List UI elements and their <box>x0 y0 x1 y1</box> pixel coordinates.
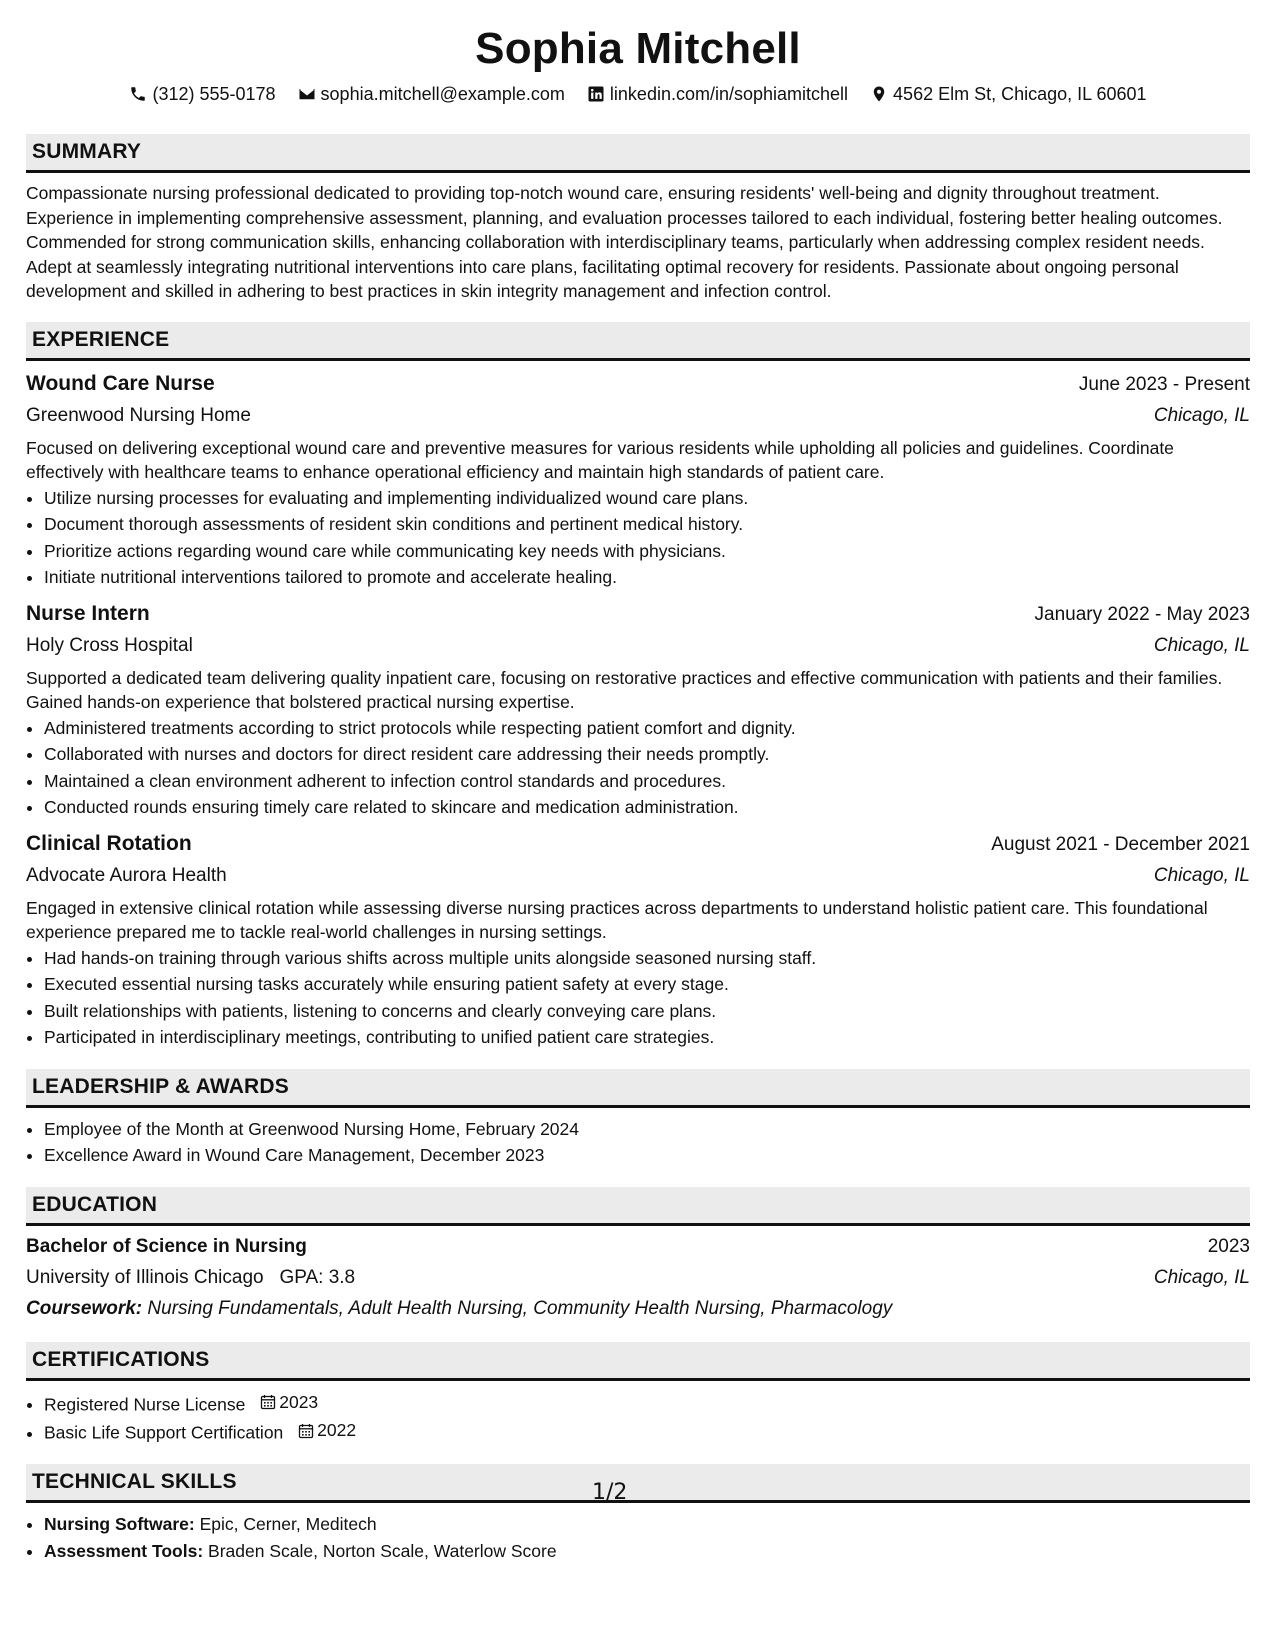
contact-linkedin <box>587 82 848 106</box>
contact-address <box>870 82 1147 106</box>
list-item: • Administered treatments according to strict protocols while respecting patient comfort and dignity. <box>44 715 1250 742</box>
list-item: • Prioritize actions regarding wound care while communicating key needs with physicians. <box>44 538 1250 565</box>
experience-section <box>26 322 1250 1051</box>
school-location: Chicago, IL <box>1153 1266 1250 1288</box>
job-bullets <box>26 945 1250 1051</box>
education-section <box>26 1187 1250 1324</box>
list-item: • Built relationships with patients, listening to concerns and clearly conveying care plans. <box>44 998 1250 1025</box>
skills-section <box>26 1464 1250 1564</box>
calendar-icon <box>298 1423 314 1439</box>
section-heading: TECHNICAL SKILLS <box>26 1464 1250 1503</box>
degree-title: Bachelor of Science in Nursing <box>26 1235 307 1257</box>
contact-phone <box>129 82 275 106</box>
job-description: Supported a dedicated team delivering quality inpatient care, focusing on restorative practices and effective communication with patients and their families. Gained hands-on experience that bolstered practical nursing expertise. <box>26 667 1223 712</box>
job-bullets <box>26 715 1250 821</box>
list-item: • Collaborated with nurses and doctors for direct resident care addressing their needs promptly. <box>44 741 1250 768</box>
certifications-list <box>26 1389 1250 1447</box>
certification-name: Registered Nurse License <box>44 1393 246 1414</box>
gpa: GPA: 3.8 <box>279 1266 356 1288</box>
summary-section <box>26 134 1250 304</box>
email-link[interactable]: sophia.mitchell@example.com <box>320 84 565 104</box>
list-item: • Maintained a clean environment adherent to infection control standards and procedures. <box>44 768 1250 795</box>
job-dates: June 2023 - Present <box>1078 373 1250 395</box>
list-item: • Initiate nutritional interventions tailored to promote and accelerate healing. <box>44 564 1250 591</box>
certification-year: 2023 <box>279 1391 319 1412</box>
job-dates: August 2021 - December 2021 <box>991 833 1250 855</box>
list-item: • Document thorough assessments of resident skin conditions and pertinent medical history. <box>44 511 1250 538</box>
job-entry <box>26 369 1250 591</box>
skills-list <box>26 1511 1250 1564</box>
section-heading: SUMMARY <box>26 134 1250 173</box>
list-item <box>44 1511 1250 1538</box>
school-name: University of Illinois Chicago <box>26 1266 264 1288</box>
coursework-list: Nursing Fundamentals, Adult Health Nursing, Community Health Nursing, Pharmacology <box>147 1297 893 1319</box>
phone-icon <box>129 85 147 103</box>
leadership-section <box>26 1069 1250 1169</box>
job-location: Chicago, IL <box>1153 404 1250 426</box>
list-item <box>44 1538 1250 1565</box>
list-item <box>44 1389 1250 1418</box>
job-organization: Greenwood Nursing Home <box>26 404 251 426</box>
section-heading: EDUCATION <box>26 1187 1250 1226</box>
skill-label: Assessment Tools: <box>44 1540 204 1561</box>
job-location: Chicago, IL <box>1153 634 1250 656</box>
map-pin-icon <box>870 85 888 103</box>
skill-value: Epic, Cerner, Meditech <box>199 1514 377 1534</box>
list-item: • Utilize nursing processes for evaluating and implementing individualized wound care plans. <box>44 485 1250 512</box>
job-title: Wound Care Nurse <box>26 371 215 395</box>
job-location: Chicago, IL <box>1153 864 1250 886</box>
job-title: Clinical Rotation <box>26 831 192 855</box>
section-heading: CERTIFICATIONS <box>26 1342 1250 1381</box>
envelope-icon <box>298 85 316 103</box>
job-entry <box>26 599 1250 821</box>
job-organization: Advocate Aurora Health <box>26 864 227 886</box>
certification-name: Basic Life Support Certification <box>44 1422 284 1443</box>
awards-list <box>26 1116 1250 1169</box>
school-line <box>26 1262 355 1294</box>
job-description: Focused on delivering exceptional wound care and preventive measures for various residents while upholding all policies and guidelines. Coordinate effectively with healthcare teams to enhance operational efficiency and maintain high standards of patient care. <box>26 437 1174 482</box>
list-item: • Executed essential nursing tasks accurately while ensuring patient safety at every stage. <box>44 971 1250 998</box>
job-entry <box>26 829 1250 1051</box>
page-number: 1/2 <box>592 1480 628 1505</box>
phone-text: (312) 555-0178 <box>152 84 276 104</box>
job-title: Nurse Intern <box>26 601 150 625</box>
section-heading: LEADERSHIP & AWARDS <box>26 1069 1250 1108</box>
list-item: • Had hands-on training through various shifts across multiple units alongside seasoned nursing staff. <box>44 945 1250 972</box>
summary-text: Compassionate nursing professional dedicated to providing top-notch wound care, ensuring residents' well-being and dignity throughout treatment. Experience in implementing comprehensive assessment, planning, and evaluation processes tailored to each individual, fostering better healing outcomes. Commended for strong communication skills, enhancing collaboration with interdisciplinary teams, particularly when addressing complex resident needs. Adept at seamlessly integrating nutritional interventions into care plans, facilitating optimal recovery for residents. Passionate about ongoing personal development and skilled in adhering to best practices in skin integrity management and infection control. <box>26 183 1223 301</box>
linkedin-icon <box>587 85 605 103</box>
address-text: 4562 Elm St, Chicago, IL 60601 <box>893 84 1147 104</box>
certification-year: 2022 <box>317 1420 357 1441</box>
linkedin-link[interactable]: linkedin.com/in/sophiamitchell <box>609 84 849 104</box>
list-item: • Employee of the Month at Greenwood Nursing Home, February 2024 <box>44 1116 1250 1143</box>
skill-label: Nursing Software: <box>44 1514 195 1534</box>
contact-bar <box>26 82 1250 106</box>
contact-email <box>298 82 565 106</box>
resume-page <box>26 22 1250 1564</box>
section-heading: EXPERIENCE <box>26 322 1250 361</box>
skill-value: Braden Scale, Norton Scale, Waterlow Score <box>208 1540 557 1561</box>
job-description: Engaged in extensive clinical rotation while assessing diverse nursing practices across departments to understand holistic patient care. This foundational experience prepared me to tackle real-world challenges in nursing settings. <box>26 897 1208 942</box>
list-item: • Participated in interdisciplinary meetings, contributing to unified patient care strategies. <box>44 1024 1250 1051</box>
job-bullets <box>26 485 1250 591</box>
certification-date <box>298 1417 356 1444</box>
job-organization: Holy Cross Hospital <box>26 634 193 656</box>
job-dates: January 2022 - May 2023 <box>1034 603 1250 625</box>
list-item: • Conducted rounds ensuring timely care related to skincare and medication administration. <box>44 794 1250 821</box>
list-item: • Excellence Award in Wound Care Management, December 2023 <box>44 1142 1250 1169</box>
certification-date <box>260 1389 318 1416</box>
graduation-year: 2023 <box>1207 1235 1250 1257</box>
certifications-section <box>26 1342 1250 1447</box>
list-item <box>44 1417 1250 1446</box>
coursework <box>26 1294 1250 1324</box>
coursework-label: Coursework: <box>26 1297 143 1319</box>
candidate-name: Sophia Mitchell <box>475 24 801 73</box>
calendar-icon <box>260 1394 276 1410</box>
